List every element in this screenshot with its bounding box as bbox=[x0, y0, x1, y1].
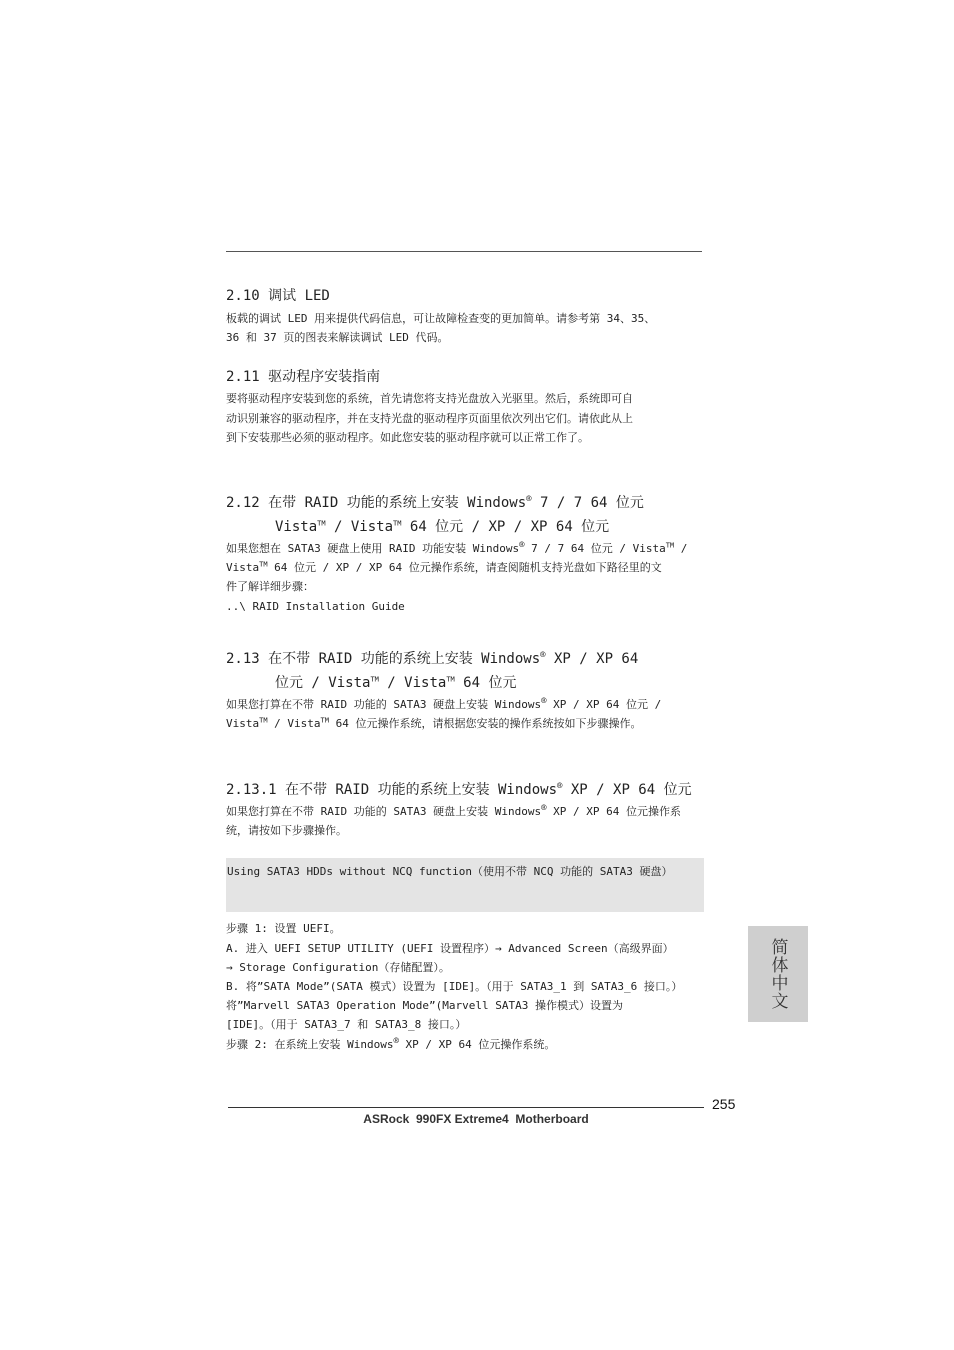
section-2-13-1-heading bbox=[226, 780, 692, 800]
ncq-note-box bbox=[226, 858, 704, 912]
section-2-12-line-2 bbox=[226, 558, 662, 578]
text: Vista bbox=[226, 717, 260, 730]
text: 如果您打算在不带 RAID 功能的 SATA3 硬盘上安装 Windows bbox=[226, 805, 542, 818]
section-2-10-line-1: 板载的调试 LED 用来提供代码信息，可让故障检查变的更加简单。请参考第 34、35、 bbox=[226, 312, 656, 325]
heading-text: Vista bbox=[275, 519, 318, 535]
text: 如果您想在 SATA3 硬盘上使用 RAID 功能安装 Windows bbox=[226, 542, 520, 555]
section-2-11-line-1: 要将驱动程序安装到您的系统，首先请您将支持光盘放入光驱里。然后，系统即可自 bbox=[226, 392, 633, 405]
section-2-13-line-1 bbox=[226, 695, 661, 715]
heading-text: 2.13 在不带 RAID 功能的系统上安装 Windows bbox=[226, 651, 541, 667]
registered-mark: ® bbox=[557, 781, 563, 792]
heading-text: 2.13.1 在不带 RAID 功能的系统上安装 Windows bbox=[226, 782, 558, 798]
raid-guide-path: ..\ RAID Installation Guide bbox=[226, 600, 405, 613]
section-2-13-line-2 bbox=[226, 714, 641, 734]
trademark-mark: TM bbox=[259, 716, 268, 725]
heading-text: 64 位元 / XP / XP 64 位元 bbox=[401, 519, 610, 535]
trademark-mark: TM bbox=[446, 675, 455, 684]
text: / Vista bbox=[267, 717, 321, 730]
registered-mark: ® bbox=[541, 803, 547, 814]
heading-text: 7 / 7 64 位元 bbox=[531, 495, 644, 511]
step-a-line-2: → Storage Configuration（存储配置）。 bbox=[226, 961, 450, 974]
trademark-mark: TM bbox=[317, 519, 326, 528]
heading-text: XP / XP 64 位元 bbox=[562, 782, 692, 798]
section-2-10-line-2: 36 和 37 页的图表来解读调试 LED 代码。 bbox=[226, 331, 449, 344]
trademark-mark: TM bbox=[259, 560, 268, 569]
section-2-10-heading: 2.10 调试 LED bbox=[226, 288, 330, 304]
step-b-line-2: 将”Marvell SATA3 Operation Mode”(Marvell SATA3 操作模式）设置为 bbox=[226, 999, 624, 1012]
text: XP / XP 64 位元 / bbox=[546, 698, 662, 711]
heading-text: XP / XP 64 bbox=[545, 651, 639, 667]
section-2-12-line-3: 件了解详细步骤： bbox=[226, 580, 314, 593]
heading-text: / Vista bbox=[325, 519, 394, 535]
step-b-line-1: B. 将”SATA Mode”(SATA 模式）设置为 [IDE]。（用于 SATA3_1 到 SATA3_6 接口。） bbox=[226, 980, 683, 993]
registered-mark: ® bbox=[540, 650, 546, 661]
heading-text: 2.12 在带 RAID 功能的系统上安装 Windows bbox=[226, 495, 527, 511]
text: 64 位元 / XP / XP 64 位元操作系统，请查阅随机支持光盘如下路径里的文 bbox=[267, 561, 662, 574]
text: XP / XP 64 位元操作系统。 bbox=[398, 1038, 556, 1051]
language-label: 简体中文 bbox=[767, 938, 788, 1010]
footer-title: ASRock 990FX Extreme4 Motherboard bbox=[363, 1112, 589, 1126]
section-2-13-1-line-2: 统，请按如下步骤操作。 bbox=[226, 824, 347, 837]
registered-mark: ® bbox=[393, 1036, 399, 1047]
heading-text: / Vista bbox=[378, 675, 447, 691]
section-2-12-heading-line-1 bbox=[226, 493, 644, 513]
text: / bbox=[674, 542, 688, 555]
text: XP / XP 64 位元操作系 bbox=[546, 805, 681, 818]
section-2-13-heading-line-1 bbox=[226, 649, 638, 669]
text: Vista bbox=[226, 561, 260, 574]
step-2 bbox=[226, 1035, 555, 1055]
registered-mark: ® bbox=[541, 696, 547, 707]
registered-mark: ® bbox=[526, 494, 532, 505]
step-a-line-1: A. 进入 UEFI SETUP UTILITY (UEFI 设置程序）→ Advanced Screen（高级界面） bbox=[226, 942, 674, 955]
section-2-13-heading-line-2 bbox=[275, 673, 516, 693]
section-2-13-1-line-1 bbox=[226, 802, 681, 822]
text: 64 位元操作系统，请根据您安装的操作系统按如下步骤操作。 bbox=[328, 717, 642, 730]
section-2-11-heading: 2.11 驱动程序安装指南 bbox=[226, 369, 381, 385]
text: 7 / 7 64 位元 / Vista bbox=[524, 542, 666, 555]
heading-text: 64 位元 bbox=[454, 675, 517, 691]
trademark-mark: TM bbox=[320, 716, 329, 725]
page-number: 255 bbox=[712, 1096, 736, 1112]
section-2-12-heading-line-2 bbox=[275, 517, 609, 537]
ncq-note-text: Using SATA3 HDDs without NCQ function（使用不带 NCQ 功能的 SATA3 硬盘） bbox=[227, 865, 673, 878]
section-2-11-line-2: 动识别兼容的驱动程序，并在支持光盘的驱动程序页面里依次列出它们。请依此从上 bbox=[226, 412, 633, 425]
top-rule bbox=[226, 251, 702, 252]
registered-mark: ® bbox=[519, 540, 525, 551]
text: 如果您打算在不带 RAID 功能的 SATA3 硬盘上安装 Windows bbox=[226, 698, 542, 711]
heading-text: 位元 / Vista bbox=[275, 675, 371, 691]
trademark-mark: TM bbox=[370, 675, 379, 684]
step-b-line-3: [IDE]。（用于 SATA3_7 和 SATA3_8 接口。） bbox=[226, 1018, 467, 1031]
section-2-11-line-3: 到下安装那些必须的驱动程序。如此您安装的驱动程序就可以正常工作了。 bbox=[226, 431, 589, 444]
text: 步骤 2: 在系统上安装 Windows bbox=[226, 1038, 394, 1051]
trademark-mark: TM bbox=[393, 519, 402, 528]
section-2-12-line-1 bbox=[226, 539, 687, 559]
step-1: 步骤 1: 设置 UEFI。 bbox=[226, 922, 341, 935]
bottom-rule bbox=[228, 1107, 704, 1108]
trademark-mark: TM bbox=[665, 541, 675, 550]
language-side-tab bbox=[748, 926, 808, 1022]
